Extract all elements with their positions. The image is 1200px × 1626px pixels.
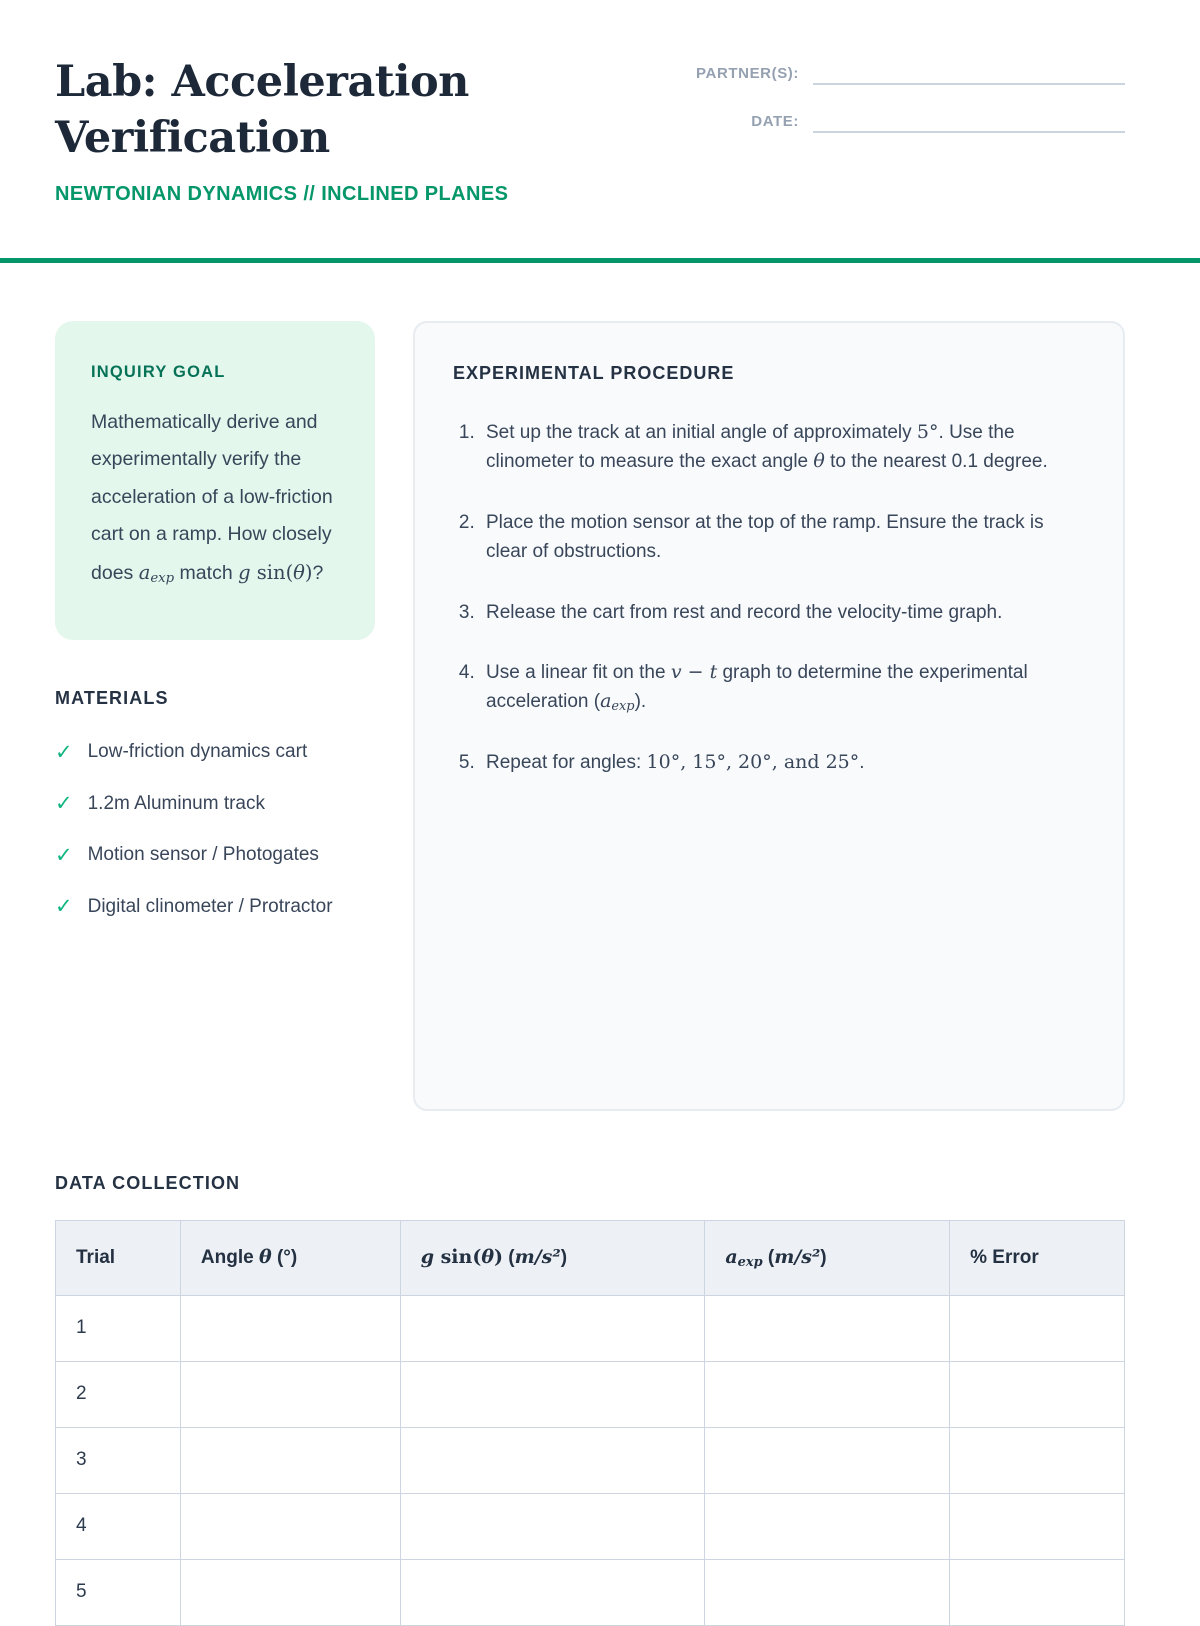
data-collection-heading: DATA COLLECTION <box>55 1172 241 1193</box>
materials-heading: MATERIALS <box>55 687 169 708</box>
inquiry-goal-heading: INQUIRY GOAL <box>91 362 226 381</box>
list-item <box>55 788 375 820</box>
procedure-card <box>413 321 1125 1111</box>
column-header-percent-error: % Error <box>950 1220 1125 1295</box>
check-icon: ✓ <box>55 740 73 764</box>
partner-write-in-line[interactable] <box>813 63 1125 85</box>
procedure-heading: EXPERIMENTAL PROCEDURE <box>453 362 735 383</box>
column-header-gsin-theta: g sin(θ) (m/s²) <box>400 1220 705 1295</box>
column-header-a-exp: $a_{exp}$ (m/s²) <box>705 1220 950 1295</box>
list-item <box>55 840 375 872</box>
entry-cell-aexp[interactable] <box>705 1427 950 1493</box>
date-write-in-line[interactable] <box>813 111 1125 133</box>
entry-cell-aexp[interactable] <box>705 1559 950 1625</box>
list-item: 2. Place the motion sensor at the top of the ramp. Ensure the track is clear of obstructions. <box>480 508 1085 567</box>
entry-cell-angle[interactable] <box>180 1295 400 1361</box>
entry-cell-angle[interactable] <box>180 1559 400 1625</box>
trial-number-cell: 2 <box>56 1361 181 1427</box>
check-icon: ✓ <box>55 792 73 816</box>
inquiry-goal-text: Mathematically derive and experimentally verify the acceleration of a low-friction cart on a ramp. How closely does $a_{exp}$ match g sin(θ)? <box>91 410 333 586</box>
page-subtitle: NEWTONIAN DYNAMICS // INCLINED PLANES <box>55 182 509 205</box>
entry-cell-angle[interactable] <box>180 1493 400 1559</box>
page-title: Lab: Acceleration Verification <box>55 57 469 163</box>
header <box>55 0 1125 206</box>
left-column <box>55 321 375 1111</box>
main-content <box>0 321 1200 1626</box>
partner-field-row <box>696 63 1125 85</box>
entry-cell-aexp[interactable] <box>705 1493 950 1559</box>
list-item: 3. Release the cart from rest and record the velocity-time graph. <box>480 598 1085 627</box>
procedure-list <box>453 418 1085 778</box>
entry-cell-gsin[interactable] <box>400 1361 705 1427</box>
entry-cell-angle[interactable] <box>180 1427 400 1493</box>
material-label: Motion sensor / Photogates <box>87 844 319 866</box>
entry-cell-gsin[interactable] <box>400 1427 705 1493</box>
two-column-layout <box>55 321 1125 1111</box>
material-label: 1.2m Aluminum track <box>87 792 266 814</box>
trial-number-cell: 5 <box>56 1559 181 1625</box>
trial-number-cell: 3 <box>56 1427 181 1493</box>
check-icon: ✓ <box>55 895 73 919</box>
worksheet-page <box>0 0 1200 206</box>
date-field-row <box>696 111 1125 133</box>
table-row <box>56 1295 1125 1361</box>
materials-section <box>55 688 375 923</box>
list-item <box>55 891 375 923</box>
header-fields <box>696 55 1125 206</box>
entry-cell-error[interactable] <box>950 1559 1125 1625</box>
table-row <box>56 1559 1125 1625</box>
header-left <box>55 55 555 206</box>
entry-cell-aexp[interactable] <box>705 1361 950 1427</box>
list-item: 5. Repeat for angles: 10°, 15°, 20°, and 25°. <box>480 748 1085 777</box>
materials-list <box>55 737 375 923</box>
entry-cell-angle[interactable] <box>180 1361 400 1427</box>
list-item: 1. Set up the track at an initial angle of approximately 5°. Use the clinometer to measure the exact angle θ to the nearest 0.1 degree. <box>480 418 1085 477</box>
table-row <box>56 1427 1125 1493</box>
partner-label: PARTNER(S): <box>696 65 799 82</box>
list-item: 4. Use a linear fit on the v − t graph to determine the experimental acceleration $(a_{exp})$. <box>480 658 1085 717</box>
check-icon: ✓ <box>55 843 73 867</box>
data-collection-table <box>55 1220 1125 1626</box>
material-label: Digital clinometer / Protractor <box>87 895 333 917</box>
table-header-row <box>56 1220 1125 1295</box>
table-row <box>56 1361 1125 1427</box>
material-label: Low-friction dynamics cart <box>87 741 308 763</box>
entry-cell-gsin[interactable] <box>400 1295 705 1361</box>
entry-cell-gsin[interactable] <box>400 1559 705 1625</box>
entry-cell-error[interactable] <box>950 1295 1125 1361</box>
trial-number-cell: 4 <box>56 1493 181 1559</box>
date-label: DATE: <box>751 113 799 130</box>
list-item <box>55 737 375 769</box>
entry-cell-error[interactable] <box>950 1427 1125 1493</box>
column-header-angle: Angle θ (°) <box>180 1220 400 1295</box>
accent-divider <box>0 258 1200 263</box>
entry-cell-error[interactable] <box>950 1361 1125 1427</box>
table-row <box>56 1493 1125 1559</box>
column-header-trial: Trial <box>56 1220 181 1295</box>
trial-number-cell: 1 <box>56 1295 181 1361</box>
entry-cell-error[interactable] <box>950 1493 1125 1559</box>
entry-cell-aexp[interactable] <box>705 1295 950 1361</box>
inquiry-goal-card <box>55 321 375 640</box>
entry-cell-gsin[interactable] <box>400 1493 705 1559</box>
